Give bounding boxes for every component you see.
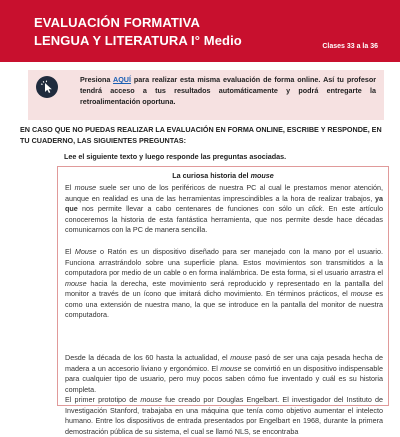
reading-paragraph-3 — [65, 353, 383, 395]
text-run: o Ratón es un dispositivo diseñado para ser manejado con la mano por el usuario. Funciona arrastrándolo sobre una superficie plana. Estos movimientos son transmitidos a la computadora por medio de un cable o en forma inalámbrica. De esta forma, si el usuario arrastra el — [65, 247, 383, 277]
offline-instructions: EN CASO QUE NO PUEDAS REALIZAR LA EVALUACIÓN EN FORMA ONLINE, ESCRIBE Y RESPONDE, EN TU CUADERNO, LAS SIGUIENTES PREGUNTAS: — [20, 124, 390, 146]
emphasis-text: mouse — [140, 395, 162, 404]
online-evaluation-link[interactable]: AQUÍ — [113, 75, 131, 84]
reading-text-box — [57, 166, 389, 406]
emphasis-text: Mouse — [75, 247, 97, 256]
text-run: se convirtió en un dispositivo indispensable para cualquier tipo de usuario, pero muy pocos saben cómo fue inventado y cuál es su historia completa. — [65, 364, 383, 394]
emphasis-text: mouse — [220, 364, 242, 373]
text-run: Desde la década de los 60 hasta la actualidad, el — [65, 353, 230, 362]
text-run: nos permite llevar a cabo centenares de funciones con sólo un — [78, 204, 309, 213]
cursor-click-icon — [36, 76, 58, 98]
header-banner — [0, 0, 400, 62]
text-run: hacia la derecha, este movimiento será reproducido y representado en la pantalla del monitor a través de un ícono que imitará dicho movimiento. En términos prácticos, el — [65, 279, 383, 299]
emphasis-text: mouse — [230, 353, 252, 362]
notice-text: Presiona AQUÍ para realizar esta misma evaluación de forma online. Así tu profesor tendrá acceso a tus resultados automáticamente y podrá entregarte la retroalimentación oportuna. — [80, 75, 376, 107]
text-run: El — [65, 247, 75, 256]
text-run: El — [65, 183, 75, 192]
reading-lead: Lee el siguiente texto y luego responde las preguntas asociadas. — [64, 152, 286, 161]
text-run: El primer prototipo de — [65, 395, 140, 404]
emphasis-text: mouse — [351, 289, 373, 298]
classes-label: Clases 33 a la 36 — [322, 43, 378, 50]
reading-title: La curiosa historia del mouse — [58, 171, 388, 180]
text-run: es como una extensión de nuestra mano, la que se introduce en la pantalla del monitor de nuestra computadora. — [65, 289, 383, 319]
reading-paragraph-4 — [65, 395, 383, 437]
text-run: fue creado por Douglas Engelbart. El investigador del Instituto de Investigación Stanford, trabajaba en una máquina que tenía como objetivo aumentar el intelecto humano. Entre los dispositivos de entrada presentados por Engelbart en 1968, durante la primera demostración pública de su sistema, el cual se llamó NLS, se encontraba — [65, 395, 383, 436]
reading-paragraph-1 — [65, 183, 383, 236]
text-run: . En este artículo conoceremos la historia de esta fantástica herramienta, que nos permite desde hace décadas comunicarnos con la PC de manera sencilla. — [65, 204, 383, 234]
emphasis-text: mouse — [65, 279, 87, 288]
emphasis-text: click — [308, 204, 322, 213]
evaluation-title: EVALUACIÓN FORMATIVA — [34, 15, 200, 30]
text-run: suele ser uno de los periféricos de nuestra PC al cual le prestamos menor atención, aunque en realidad es una de las herramientas imprescindibles a la hora de realizar trabajos, — [65, 183, 383, 203]
bold-text: ya que — [65, 194, 383, 214]
online-notice — [28, 70, 384, 120]
subject-title: LENGUA Y LITERATURA I° Medio — [34, 33, 242, 48]
emphasis-text: mouse — [75, 183, 97, 192]
reading-paragraph-2 — [65, 247, 383, 321]
text-run: pasó de ser una caja pesada hecha de madera a un accesorio liviano y ergonómico. El — [65, 353, 383, 373]
